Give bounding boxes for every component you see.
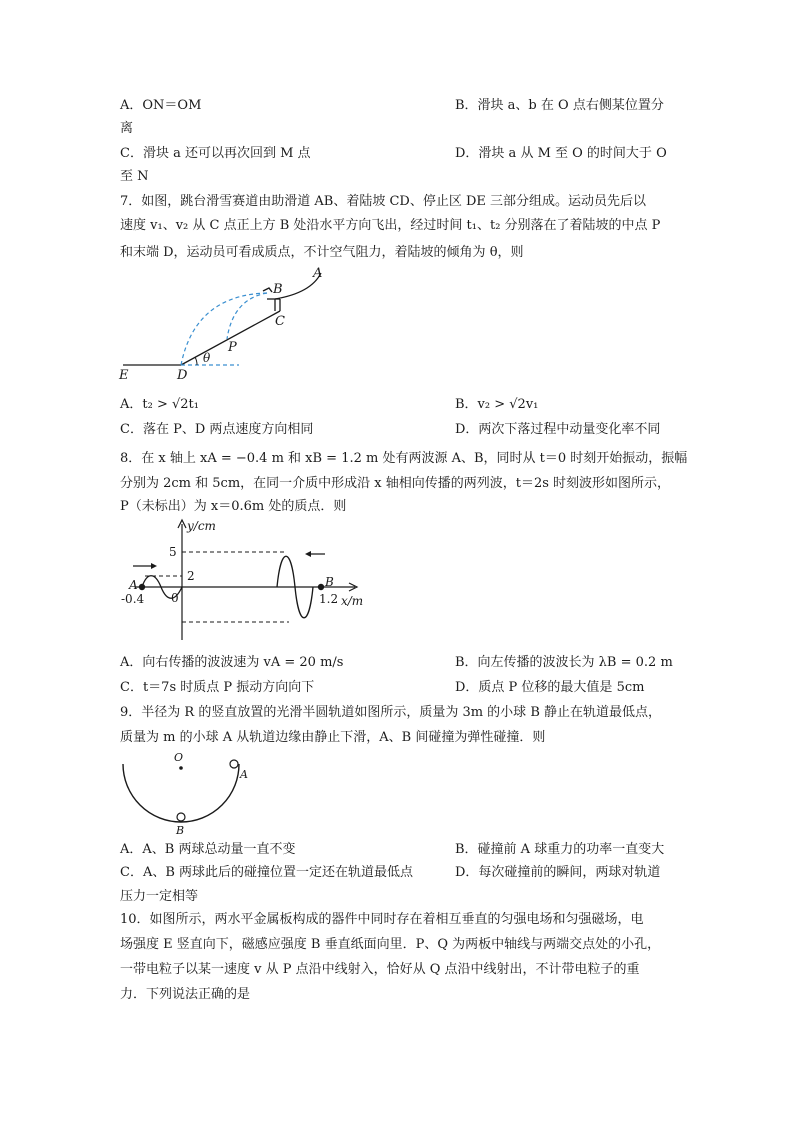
q7-label-e: E xyxy=(119,368,129,383)
q7-trajectory-to-p xyxy=(227,293,267,339)
q6-option-a: A．ON＝OM xyxy=(120,98,202,113)
q8-stem-line-1: 8．在 x 轴上 xA = −0.4 m 和 xB = 1.2 m 处有两波源 A、B，同时从 t＝0 时刻开始振动，振幅 xyxy=(120,451,688,466)
q8-option-c: C．t＝7s 时质点 P 振动方向向下 xyxy=(120,680,315,695)
q8-tick-12: 1.2 xyxy=(319,592,339,606)
q7-ski-slope-figure xyxy=(115,265,335,385)
q9-semicircle-track-figure xyxy=(115,748,255,838)
q7-skier-icon xyxy=(263,288,272,292)
q7-landing-slope xyxy=(181,311,280,365)
q9-label-b: B xyxy=(176,824,185,837)
q7-option-b: B．v₂ > √2v₁ xyxy=(455,397,539,412)
q8-tick-5: 5 xyxy=(169,545,177,559)
q8-label-a: A xyxy=(129,578,138,592)
q9-option-a: A．A、B 两球总动量一直不变 xyxy=(120,842,296,857)
q7-option-d: D．两次下落过程中动量变化率不同 xyxy=(455,422,661,437)
q8-stem-line-3: P（未标出）为 x＝0.6m 处的质点．则 xyxy=(120,499,347,514)
q6-option-c: C．滑块 a 还可以再次回到 M 点 xyxy=(120,146,311,161)
q8-option-a: A．向右传播的波波速为 vA = 20 m/s xyxy=(120,655,344,670)
q7-angle-arc xyxy=(195,357,197,365)
q8-source-a xyxy=(139,584,145,590)
q9-stem-line-1: 9．半径为 R 的竖直放置的光滑半圆轨道如图所示，质量为 3m 的小球 B 静止在轨道最低点， xyxy=(120,705,662,720)
q8-option-d: D．质点 P 位移的最大值是 5cm xyxy=(455,680,645,695)
q9-label-o: O xyxy=(174,751,184,764)
q6-option-b: B．滑块 a、b 在 O 点右侧某位置分 xyxy=(455,98,664,113)
q10-stem-line-2: 场强度 E 竖直向下，磁感应强度 B 垂直纸面向里．P、Q 为两板中轴线与两端交点处的小孔， xyxy=(120,937,661,952)
q9-stem-line-2: 质量为 m 的小球 A 从轨道边缘由静止下滑，A、B 间碰撞为弹性碰撞．则 xyxy=(120,730,546,745)
q10-stem-line-3: 一带电粒子以某一速度 v 从 P 点沿中线射入，恰好从 Q 点沿中线射出，不计带电粒子的重 xyxy=(120,962,640,977)
q8-tick-0: 0 xyxy=(171,591,179,605)
q6-option-d: D．滑块 a 从 M 至 O 的时间大于 O xyxy=(455,146,667,161)
q9-ball-b xyxy=(177,813,185,821)
q7-label-a: A xyxy=(313,266,323,281)
q10-stem-line-1: 10．如图所示，两水平金属板构成的器件中同时存在着相互垂直的匀强电场和匀强磁场，电 xyxy=(120,912,644,927)
q8-ylabel: y/cm xyxy=(187,519,216,533)
q7-label-theta: θ xyxy=(203,351,211,365)
q7-label-p: P xyxy=(228,340,237,355)
q9-center-dot xyxy=(179,766,183,770)
q7-label-d: D xyxy=(177,368,188,383)
q8-option-b: B．向左传播的波波长为 λB = 0.2 m xyxy=(455,655,673,670)
q8-tick-neg04: -0.4 xyxy=(121,592,145,606)
q8-tick-2: 2 xyxy=(187,569,195,583)
q10-stem-line-4: 力．下列说法正确的是 xyxy=(120,987,251,1002)
q9-option-c: C．A、B 两球此后的碰撞位置一定还在轨道最低点 xyxy=(120,865,414,880)
q8-stem-line-2: 分别为 2cm 和 5cm，在同一介质中形成沿 x 轴相向传播的两列波，t＝2s 时刻波形如图所示， xyxy=(120,476,671,491)
q6-option-b-continued: 离 xyxy=(120,121,134,136)
q7-stem-line-3: 和末端 D，运动员可看成质点，不计空气阻力，着陆坡的倾角为 θ，则 xyxy=(120,245,524,260)
q9-option-d-continued: 压力一定相等 xyxy=(120,889,199,904)
q8-wave-graph xyxy=(115,516,375,646)
q7-option-c: C．落在 P、D 两点速度方向相同 xyxy=(120,422,314,437)
q9-label-a: A xyxy=(240,768,248,781)
q9-option-b: B．碰撞前 A 球重力的功率一直变大 xyxy=(455,842,665,857)
q8-xlabel: x/m xyxy=(341,594,364,608)
q6-option-d-continued: 至 N xyxy=(120,169,149,184)
q8-source-b xyxy=(318,584,324,590)
q9-option-d: D．每次碰撞前的瞬间，两球对轨道 xyxy=(455,865,661,880)
q7-stem-line-1: 7．如图，跳台滑雪赛道由助滑道 AB、着陆坡 CD、停止区 DE 三部分组成。运动员先后以 xyxy=(120,194,647,209)
q7-label-b: B xyxy=(273,282,283,297)
q9-ball-a xyxy=(230,760,238,768)
q7-trajectory-to-d xyxy=(181,293,267,365)
q7-option-a: A．t₂ > √2t₁ xyxy=(120,397,199,412)
q7-stem-line-2: 速度 v₁、v₂ 从 C 点正上方 B 处沿水平方向飞出，经过时间 t₁、t₂ 分别落在了着陆坡的中点 P xyxy=(120,218,661,233)
q7-label-c: C xyxy=(275,314,285,329)
q8-label-b: B xyxy=(325,575,334,589)
